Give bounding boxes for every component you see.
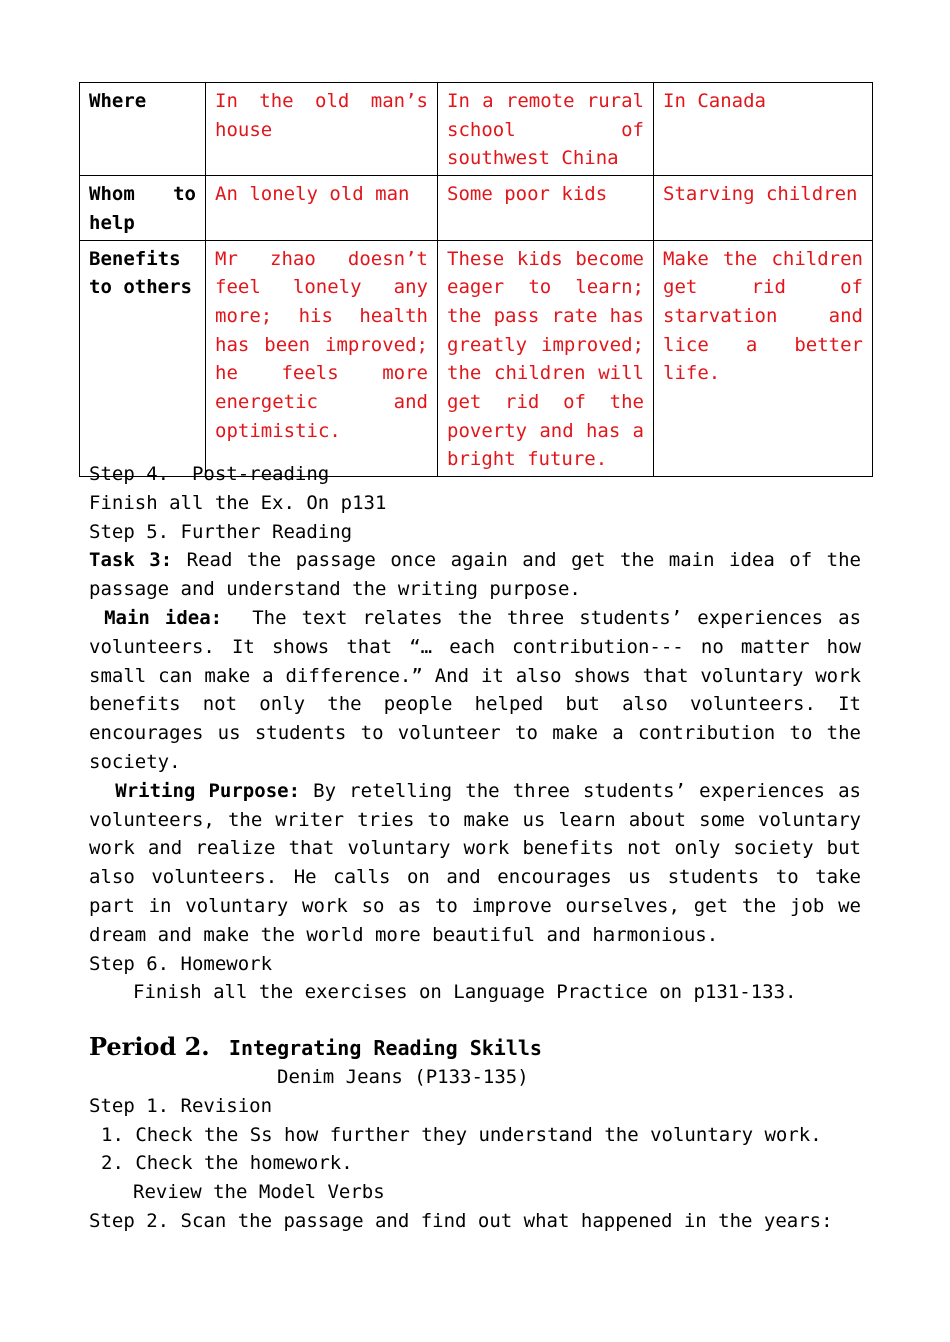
row-label-benefits: Benefits to others [80,240,206,477]
table-row [80,83,873,176]
period-subtitle-bold: Integrating Reading Skills [228,1036,542,1060]
cell-benefits-3: Make the children get rid of starvation and lice a better life. [654,240,873,477]
cell-whom-2: Some poor kids [438,176,654,240]
cell-whom-1: An lonely old man [206,176,438,240]
cell-whom-3: Starving children [654,176,873,240]
row-label-whom: Whom to help [80,176,206,240]
step4-heading: Step 4. Post-reading [89,463,330,485]
homework-text: Finish all the exercises on Language Practice on p131-133. [133,981,797,1004]
list-item: 1. Check the Ss how further they understand the voluntary work. [101,1123,822,1146]
task3-text: Read the passage once again and get the main idea of the passage and understand the writing purpose. [89,549,873,601]
period-body [89,1063,861,1236]
step5-heading: Step 5. Further Reading [89,520,353,543]
task3-label: Task 3: [89,549,173,572]
main-idea-paragraph [89,604,873,777]
main-idea-text: The text relates the three students’ experiences as volunteers. It shows that “… each contribution--- no matter how small can make a difference.” And it also shows that voluntary work benefits not only the people helped but also volunteers. It encourages us students to volunteer to make a contribution to the society. [89,606,873,773]
row-label-where: Where [80,83,206,176]
period-heading [89,1032,542,1061]
finish-exercises: Finish all the Ex. On p131 [89,491,387,514]
lesson-title: Denim Jeans (P133-135) [277,1066,529,1088]
step2-heading: Step 2. Scan the passage and find out what happened in the years: [89,1209,833,1232]
cell-where-1: In the old man’s house [206,83,438,176]
body-text [89,460,873,1007]
period-title: Period 2. [89,1032,210,1061]
main-idea-label: Main idea: [104,606,223,629]
task3-paragraph [89,546,873,604]
cell-benefits-2: These kids become eager to learn; the pass rate has greatly improved; the children will get rid of the poverty and has a bright future. [438,240,654,477]
cell-where-3: In Canada [654,83,873,176]
writing-purpose-label: Writing Purpose: [115,779,301,802]
summary-table [79,82,873,477]
table-row [80,240,873,477]
step6-heading: Step 6. Homework [89,952,273,975]
list-item: 2. Check the homework. [101,1152,353,1175]
review-text: Review the Model Verbs [133,1181,385,1204]
table-row [80,176,873,240]
step1-heading: Step 1. Revision [89,1094,273,1117]
cell-where-2: In a remote rural school of southwest China [438,83,654,176]
writing-purpose-paragraph [89,777,873,950]
writing-purpose-text: By retelling the three students’ experiences as volunteers, the writer tries to make us learn about some voluntary work and realize that voluntary work benefits not only society but also volunteers. He calls on and encourages us students to take part in voluntary work so as to improve ourselves, get the job we dream and make the world more beautiful and harmonious. [89,779,873,946]
cell-benefits-1: Mr zhao doesn’t feel lonely any more; his health has been improved; he feels more energetic and optimistic. [206,240,438,477]
